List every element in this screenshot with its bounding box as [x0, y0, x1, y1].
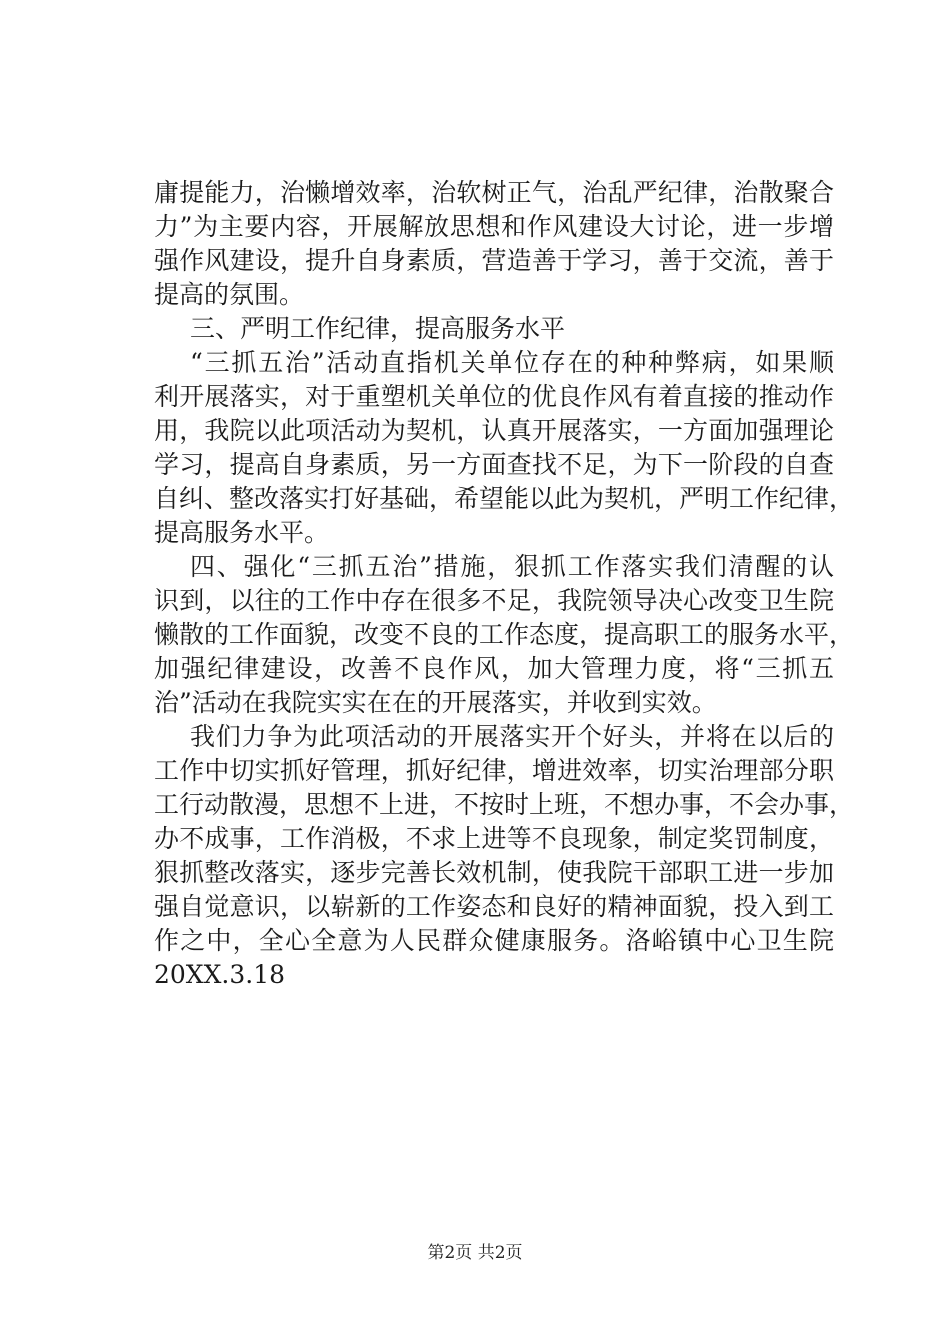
text-line-10: 自纠、整改落实打好基础，希望能以此为契机，严明工作纪律，	[154, 484, 855, 513]
text-line-2: 力”为主要内容，开展解放思想和作风建设大讨论，进一步增	[154, 212, 834, 241]
text-line-22: 强自觉意识，以崭新的工作姿态和良好的精神面貌，投入到工	[154, 892, 834, 921]
text-line-13: 识到，以往的工作中存在很多不足，我院领导决心改变卫生院	[154, 586, 834, 615]
text-line-6: “三抓五治”活动直指机关单位存在的种种弊病，如果顺	[190, 348, 834, 377]
text-line-17: 我们力争为此项活动的开展落实开个好头，并将在以后的	[190, 722, 834, 751]
text-line-14: 懒散的工作面貌，改变不良的工作态度，提高职工的服务水平，	[154, 620, 855, 649]
text-line-18: 工作中切实抓好管理，抓好纪律，增进效率，切实治理部分职	[154, 756, 834, 785]
text-line-1: 庸提能力，治懒增效率，治软树正气，治乱严纪律，治散聚合	[154, 178, 834, 207]
page-number-footer: 第2页 共2页	[427, 1243, 523, 1263]
text-line-9: 学习，提高自身素质，另一方面查找不足，为下一阶段的自查	[154, 450, 834, 479]
section-heading-4: 四、强化“三抓五治”措施，狠抓工作落实我们清醒的认	[190, 552, 834, 581]
text-line-23: 作之中，全心全意为人民群众健康服务。洛峪镇中心卫生院	[154, 926, 834, 955]
text-line-8: 用，我院以此项活动为契机，认真开展落实，一方面加强理论	[154, 416, 834, 445]
section-heading-3: 三、严明工作纪律，提高服务水平	[190, 314, 566, 343]
text-line-20: 办不成事，工作消极，不求上进等不良现象，制定奖罚制度，	[154, 824, 834, 853]
text-line-21: 狠抓整改落实，逐步完善长效机制，使我院干部职工进一步加	[154, 858, 834, 887]
text-line-11: 提高服务水平。	[154, 518, 330, 547]
text-line-16: 治”活动在我院实实在在的开展落实，并收到实效。	[154, 688, 717, 717]
text-line-7: 利开展落实，对于重塑机关单位的优良作风有着直接的推动作	[154, 382, 834, 411]
text-line-3: 强作风建设，提升自身素质，营造善于学习，善于交流，善于	[154, 246, 834, 275]
text-line-4: 提高的氛围。	[154, 280, 305, 309]
text-line-19: 工行动散漫，思想不上进，不按时上班，不想办事，不会办事，	[154, 790, 855, 819]
text-line-15: 加强纪律建设，改善不良作风，加大管理力度，将“三抓五	[154, 654, 834, 683]
document-date: 20XX.3.18	[154, 960, 286, 989]
